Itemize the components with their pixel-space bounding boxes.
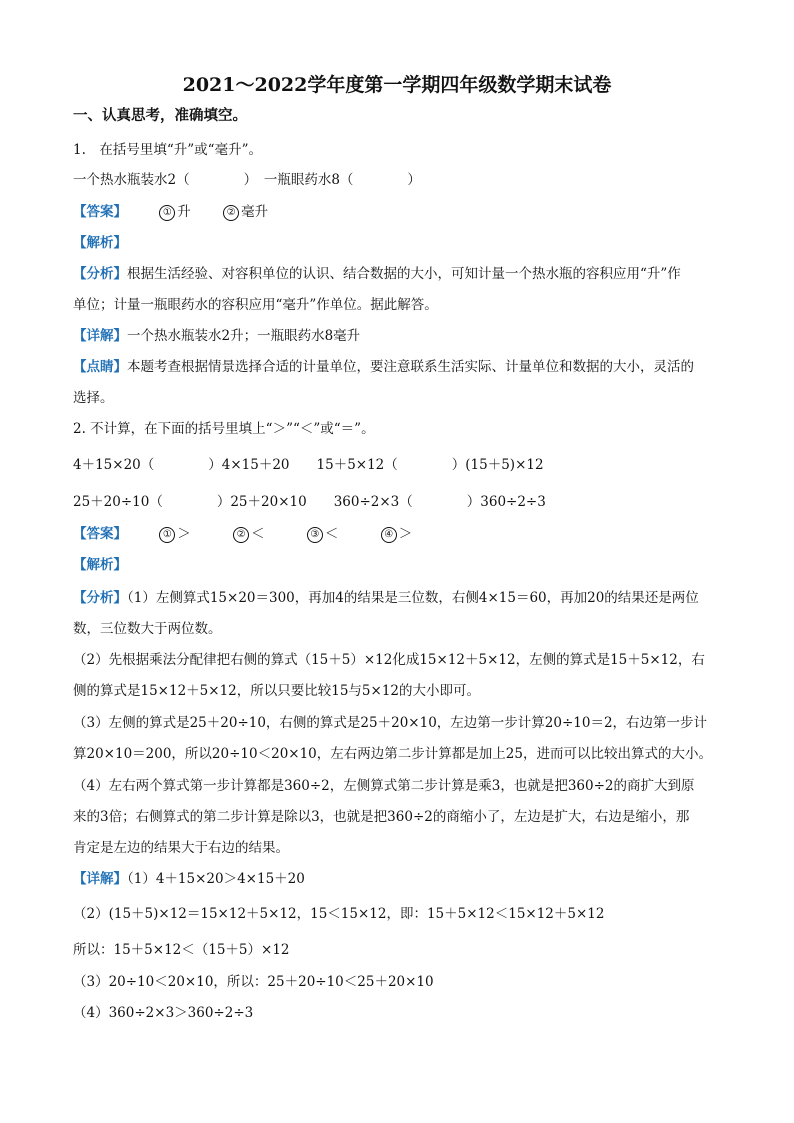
section-heading: 一、认真思考，准确填空。	[73, 107, 247, 124]
num-2: ②	[223, 205, 239, 221]
detail-text: （1）4＋15×20＞4×15＋20	[127, 871, 305, 887]
point-text: 本题考查根据情景选择合适的计量单位，要注意联系生活实际、计量单位和数据的大小，灵活的	[127, 359, 694, 375]
q2-answer-line	[73, 524, 733, 544]
answer-tag: 【答案】	[73, 526, 127, 542]
q2-analysis-l3: （2）先根据乘法分配律把右侧的算式（15＋5）×12化成15×12＋5×12，左侧的算式是15＋5×12，右	[73, 652, 705, 668]
q2-analysis-l8: 来的3倍；右侧算式的第二步计算是除以3，也就是把360÷2的商缩小了，左边是扩大，右边是缩小，那	[73, 809, 690, 825]
q2-analysis-l4: 侧的算式是15×12＋5×12，所以只要比较15与5×12的大小即可。	[73, 683, 481, 699]
q2-explain-tag: 【解析】	[73, 557, 127, 573]
q2-analysis-l7: （4）左右两个算式第一步计算都是360÷2，左侧算式第二步计算是乘3，也就是把360÷2的商扩大到原	[73, 778, 695, 794]
q1-blanks: 一个热水瓶装水2（ ） 一瓶眼药水8（ ）	[73, 172, 421, 188]
num-1: ①	[159, 205, 175, 221]
num-3: ③	[307, 527, 323, 543]
num-2: ②	[233, 527, 249, 543]
analysis-tag: 【分析】	[73, 590, 127, 606]
q2-detail-3: 所以：15＋5×12＜（15＋5）×12	[73, 942, 290, 958]
q1-detail	[73, 326, 733, 346]
q2-analysis-l5: （3）左侧的算式是25＋20÷10，右侧的算式是25＋20×10，左边第一步计算20÷10＝2，右边第一步计	[73, 715, 708, 731]
q2-row-2: 25＋20÷10（ ）25＋20×10 360÷2×3（ ）360÷2÷3	[73, 494, 546, 510]
page-title: 2021～2022学年度第一学期四年级数学期末试卷	[182, 74, 612, 96]
answer-1: 升	[177, 204, 191, 220]
analysis-tag: 【分析】	[73, 266, 127, 282]
analysis-text: 根据生活经验、对容积单位的认识、结合数据的大小，可知计量一个热水瓶的容积应用“升”作	[127, 266, 681, 282]
q1-point-l2: 选择。	[73, 390, 114, 406]
q2-analysis-l2: 数，三位数大于两位数。	[73, 621, 222, 637]
q1-answer-line	[73, 202, 733, 222]
q2-analysis-l1	[73, 588, 733, 608]
q1-point-l1	[73, 357, 733, 377]
detail-tag: 【详解】	[73, 328, 127, 344]
q1-analysis-l1	[73, 264, 733, 284]
num-4: ④	[381, 527, 397, 543]
num-1: ①	[159, 527, 175, 543]
detail-tag: 【详解】	[73, 871, 127, 887]
q2-question: 2. 不计算，在下面的括号里填上“＞”“＜”或“＝”。	[73, 421, 375, 437]
q2-detail-5: （4）360÷2×3＞360÷2÷3	[73, 1005, 254, 1021]
q2-analysis-l6: 算20×10＝200，所以20÷10＜20×10，左右两边第二步计算都是加上25，进而可以比较出算式的大小。	[73, 746, 712, 762]
q1-explain-tag: 【解析】	[73, 235, 127, 251]
analysis-text: （1）左侧算式15×20＝300，再加4的结果是三位数，右侧4×15＝60，再加20的结果还是两位	[127, 590, 699, 606]
detail-text: 一个热水瓶装水2升；一瓶眼药水8毫升	[127, 328, 361, 344]
answer-1: ＞	[177, 526, 191, 542]
q2-detail-4: （3）20÷10＜20×10，所以：25＋20÷10＜25＋20×10	[73, 974, 434, 990]
answer-2: ＜	[251, 526, 265, 542]
q1-question: 1. 在括号里填“升”或“毫升”。	[73, 142, 262, 158]
q2-detail-1	[73, 869, 733, 889]
q1-analysis-l2: 单位；计量一瓶眼药水的容积应用“毫升”作单位。据此解答。	[73, 297, 438, 313]
point-tag: 【点睛】	[73, 359, 127, 375]
answer-tag: 【答案】	[73, 204, 127, 220]
answer-3: ＜	[324, 526, 339, 542]
answer-2: 毫升	[241, 204, 269, 220]
q2-detail-2: （2）(15＋5)×12＝15×12＋5×12，15＜15×12，即：15＋5×12＜15×12＋5×12	[73, 906, 605, 922]
q2-analysis-l9: 肯定是左边的结果大于右边的结果。	[73, 840, 289, 856]
q2-row-1: 4＋15×20（ ）4×15＋20 15＋5×12（ ）(15＋5)×12	[73, 457, 544, 473]
answer-4: ＞	[398, 526, 413, 542]
